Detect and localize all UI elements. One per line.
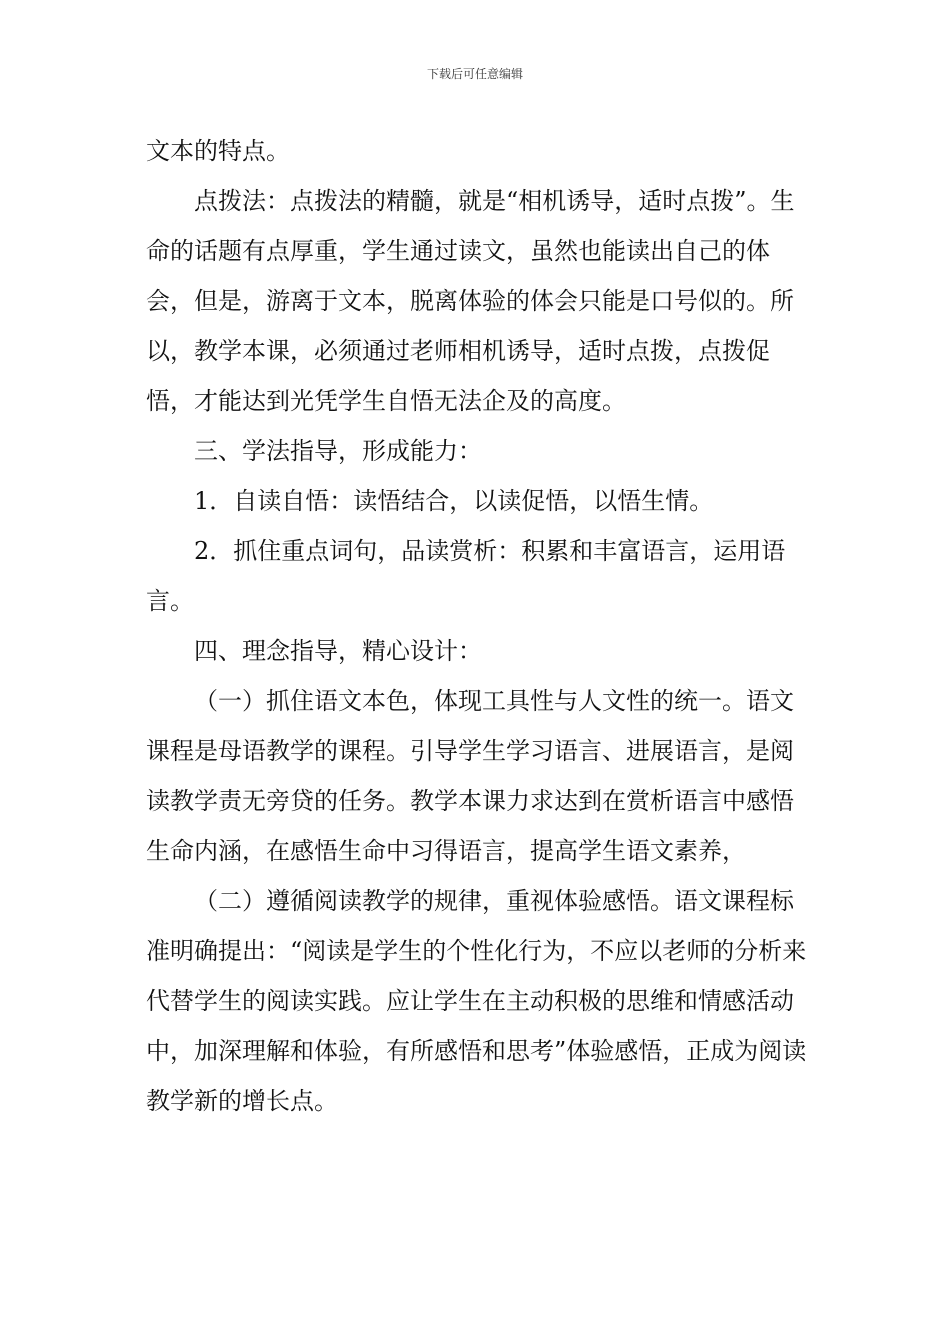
page-header: 下载后可任意编辑 (426, 67, 523, 81)
document-body (146, 126, 808, 1126)
section-heading-concept-guidance: 四、理念指导，精心设计： (194, 637, 482, 665)
paragraph-concept-two: （二）遵循阅读教学的规律，重视体验感悟。语文课程标准明确提出：“阅读是学生的个性化行为，不应以老师的分析来代替学生的阅读实践。应让学生在主动积极的思维和情感活动中，加深理解和体验，有所感悟和思考”体验感悟，正成为阅读教学新的增长点。 (146, 887, 807, 1115)
paragraph-guidance-method: 点拨法：点拨法的精髓，就是“相机诱导，适时点拨”。生命的话题有点厚重，学生通过读文，虽然也能读出自己的体会，但是，游离于文本，脱离体验的体会只能是口号似的。所以，教学本课，必须通过老师相机诱导，适时点拨，点拨促悟，才能达到光凭学生自悟无法企及的高度。 (146, 187, 795, 415)
paragraph-text-feature: 文本的特点。 (146, 137, 290, 165)
paragraph-concept-one: （一）抓住语文本色，体现工具性与人文性的统一。语文课程是母语教学的课程。引导学生学习语言、进展语言，是阅读教学责无旁贷的任务。教学本课力求达到在赏析语言中感悟生命内涵，在感悟生命中习得语言，提高学生语文素养， (146, 687, 794, 865)
list-item-self-reading: 1．自读自悟：读悟结合，以读促悟，以悟生情。 (194, 487, 714, 515)
section-heading-study-method: 三、学法指导，形成能力： (194, 437, 482, 465)
list-item-key-phrases: 2．抓住重点词句，品读赏析：积累和丰富语言，运用语言。 (146, 537, 786, 615)
